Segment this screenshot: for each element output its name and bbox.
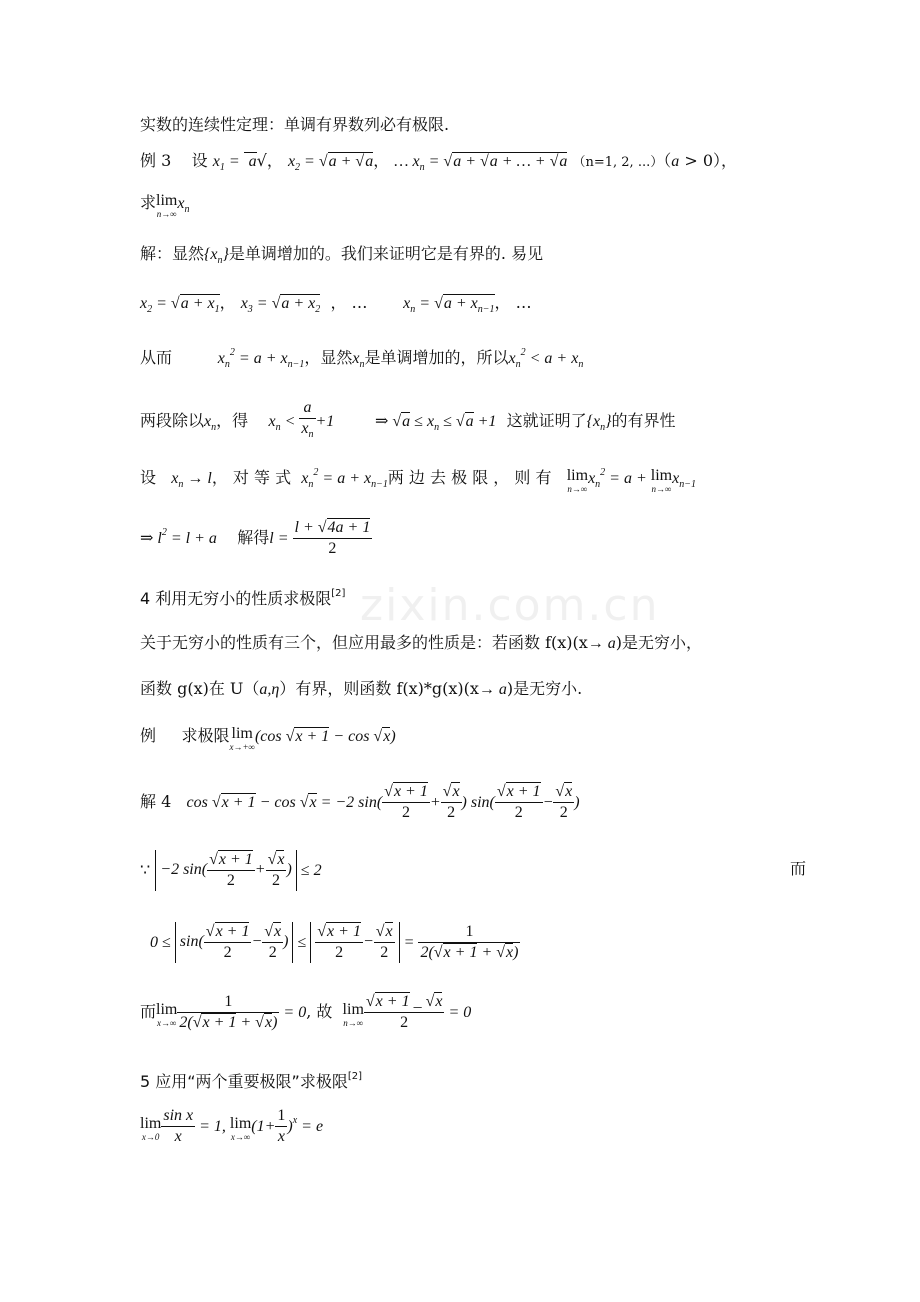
section4-example: 例 求极限 lim x→+∞ (cos √x + 1 − cos √x) bbox=[140, 725, 396, 752]
section4-ex-label: 例 bbox=[140, 726, 157, 745]
er-text: 而 bbox=[789, 859, 806, 878]
assume-line: 设 $x_n \to l$， 对 等 式 $x_n^2 = a + x_{n-1}$两 边 去 极 限 ， 则 有 lim n→∞ $x_n^2 = a$ + lim n→∞ $x_{n-1}$ bbox=[140, 467, 696, 494]
section4-heading bbox=[140, 583, 345, 610]
section4-conclusion: 而 lim x→∞ $\frac{1}{2(√x + 1 + √x)}$ = 0, 故 lim n→∞ $\frac{√x + 1 \_ √x}{2}$ = 0 bbox=[140, 993, 472, 1031]
section5-formula: lim x→0 $\frac{\text{sin x}}{x}$ = 1, lim x→∞ (1+ $\frac{1}{x}$ )$^x$ = e bbox=[140, 1107, 324, 1145]
gu-text: , 故 bbox=[306, 1002, 333, 1021]
section5-title: 5 应用“两个重要极限”求极限 bbox=[140, 1072, 348, 1091]
from-text1: ，显然 bbox=[304, 348, 353, 367]
solution-prefix: 解：显然 bbox=[140, 244, 205, 263]
solve-line: ⇒ $l^2 = l + a$ 解得l = $\frac{l + √4a + 1}{2}$ bbox=[140, 519, 371, 557]
section5-heading bbox=[140, 1066, 362, 1093]
recurrence-line: $x_2 = √a + x_1$， $x_3 = √a + x_2$ ， … $x_n = √a + x_{n-1}$， … bbox=[140, 293, 532, 315]
section4-p2a: 函数 g(x)在 U（ bbox=[140, 679, 260, 698]
section4-para1: 关于无穷小的性质有三个，但应用最多的性质是：若函数 f(x)(x→ a)是无穷小， bbox=[140, 633, 703, 652]
section4-ineq-line: 0 ≤ sin( $\frac{√x + 1}{2}$ − $\frac{√x}{2}$ ) ≤ $\frac{√x + 1}{2}$ − $\frac{√x}{2}$ = $\frac{1}{2(√x + 1 + √x)}$ bbox=[150, 923, 519, 961]
example3-label: 例 3 bbox=[140, 151, 172, 170]
example3-range: （n=1, 2, ...） bbox=[572, 155, 664, 170]
assume-text: ， 对 等 式 bbox=[211, 468, 292, 487]
from-line: 从而 $x_n^2 = a + x_{n-1}$，显然$x_n$是单调增加的，所以$x_n^2 < a + x_n$ bbox=[140, 347, 584, 370]
bounded-text: 这就证明了 bbox=[506, 411, 587, 430]
bounded-text2: 的有界性 bbox=[611, 411, 676, 430]
solution-line1: 解：显然$\{x_n\}$是单调增加的。我们来证明它是有界的. 易见 bbox=[140, 244, 544, 266]
section4-sol-label: 解 4 bbox=[140, 792, 172, 811]
since-symbol: ∵ bbox=[140, 860, 151, 879]
from-text2: 是单调增加的，所以 bbox=[364, 348, 509, 367]
watermark: zixin.com.cn bbox=[360, 580, 660, 631]
divide-line: 两段除以$x_n$，得 $x_n$ < $\frac{a}{x_n}$ +1 ⇒ $√a \le x_n \le √a +1$ 这就证明了$\{x_n\}$的有界性 bbox=[140, 399, 676, 440]
section4-ref: [2] bbox=[331, 588, 346, 599]
divide-label: 两段除以 bbox=[140, 411, 205, 430]
solve-label: 解得 bbox=[237, 528, 270, 547]
theorem-text: 实数的连续性定理：单调有界数列必有极限. bbox=[140, 115, 450, 134]
er2-text: 而 bbox=[140, 1002, 157, 1021]
from-label: 从而 bbox=[140, 348, 173, 367]
example3-set: 设 bbox=[191, 151, 208, 170]
divide-label2: ，得 bbox=[216, 411, 249, 430]
example3-ask: 求 bbox=[140, 193, 157, 212]
section4-sol-line: 解 4 cos √x + 1 − cos √x = −2 sin( $\frac{√x + 1}{2}$ + $\frac{√x}{2}$ ) sin( $\frac{√x + 1}{2}$ − $\frac{√x}{2}$ ) bbox=[140, 783, 580, 821]
section4-para2: 函数 g(x)在 U（a,η）有界，则函数 f(x)*g(x)(x→ a)是无穷小. bbox=[140, 679, 583, 698]
assume-label: 设 bbox=[140, 468, 157, 487]
assume-text2: 两 边 去 极 限 ， 则 有 bbox=[387, 468, 552, 487]
solution-line1b: 是单调增加的。我们来证明它是有界的. 易见 bbox=[228, 244, 544, 263]
section4-p2c: )是无穷小. bbox=[506, 679, 583, 698]
theorem-line bbox=[140, 114, 449, 136]
section4-title: 4 利用无穷小的性质求极限 bbox=[140, 589, 332, 608]
example3-ask-line: 求 lim n→∞ $x_n$ bbox=[140, 192, 190, 219]
example3-line: 例 3 设 $x_1 = a√$， $x_2 = √a + √a$， … $x_n = √a + √a$ + … + √a （n=1, 2, ...）（a > 0）， bbox=[140, 151, 737, 173]
section4-p1: 关于无穷小的性质有三个，但应用最多的性质是：若函数 f(x)(x bbox=[140, 633, 588, 652]
section4-p2b: ）有界，则函数 f(x)*g(x)(x bbox=[279, 679, 479, 698]
section4-ex-q: 求极限 bbox=[181, 726, 230, 745]
section5-ref: [2] bbox=[347, 1071, 363, 1082]
section4-p1b: )是无穷小， bbox=[615, 633, 703, 652]
section4-since-line: ∵ −2 sin( $\frac{√x + 1}{2}$ + $\frac{√x}{2}$ ) ≤ 2 而 bbox=[140, 851, 806, 889]
